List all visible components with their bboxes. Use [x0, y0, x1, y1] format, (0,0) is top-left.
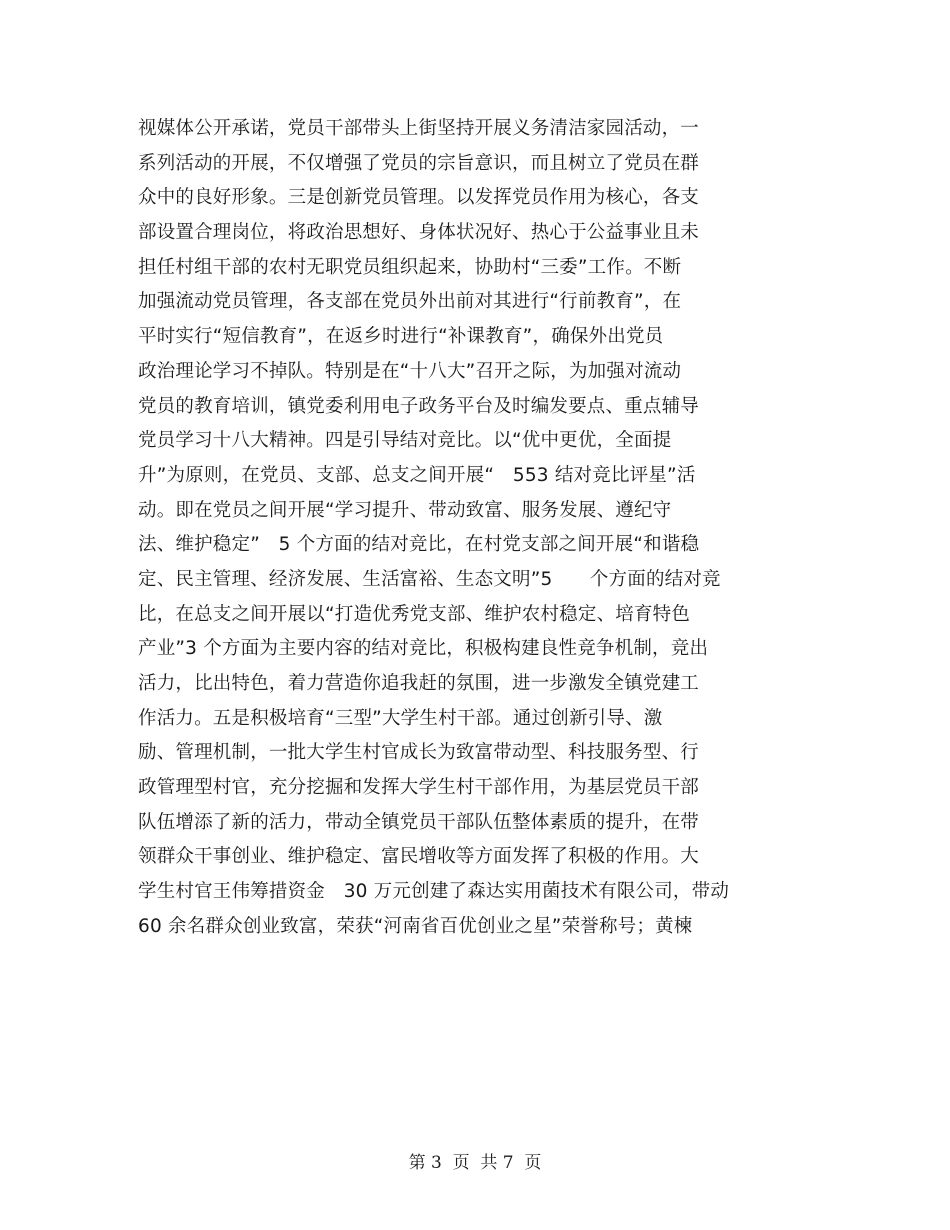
- text-line: 升”为原则，在党员、支部、总支之间开展“ 553 结对竞比评星”活: [138, 464, 696, 486]
- text-line: 系列活动的开展，不仅增强了党员的宗旨意识，而且树立了党员在群: [138, 152, 700, 174]
- body-text: [138, 112, 788, 945]
- text-line: 法、维护稳定” 5 个方面的结对竞比，在村党支部之间开展“和谐稳: [138, 534, 700, 556]
- text-line: 领群众干事创业、维护稳定、富民增收等方面发挥了积极的作用。大: [138, 846, 700, 868]
- text-line: 队伍增添了新的活力，带动全镇党员干部队伍整体素质的提升，在带: [138, 811, 700, 833]
- text-line: 励、管理机制，一批大学生村官成长为致富带动型、科技服务型、行: [138, 742, 700, 764]
- text-line: 活力，比出特色，着力营造你追我赶的氛围，进一步激发全镇党建工: [138, 673, 700, 694]
- text-line: 政管理型村官，充分挖掘和发挥大学生村干部作用，为基层党员干部: [138, 777, 700, 799]
- page-number-footer: 第 3 页 共 7 页: [408, 1153, 542, 1173]
- text-line: 产业”3 个方面为主要内容的结对竞比，积极构建良性竞争机制，竞出: [138, 638, 709, 660]
- text-line: 作活力。五是积极培育“三型”大学生村干部。通过创新引导、激: [138, 707, 663, 729]
- text-line: 学生村官王伟筹措资金 30 万元创建了森达实用菌技术有限公司，带动: [138, 881, 730, 903]
- text-line: 担任村组干部的农村无职党员组织起来，协助村“三委”工作。不断: [138, 256, 682, 278]
- text-line: 加强流动党员管理，各支部在党员外出前对其进行“行前教育”，在: [138, 291, 682, 313]
- text-line: 视媒体公开承诺，党员干部带头上街坚持开展义务清洁家园活动，一: [138, 118, 700, 139]
- text-line: 政治理论学习不掉队。特别是在“十八大”召开之际，为加强对流动: [138, 360, 682, 382]
- text-line: 部设置合理岗位，将政治思想好、身体状况好、热心于公益事业且未: [138, 222, 700, 244]
- text-line: 定、民主管理、经济发展、生活富裕、生态文明”5 个方面的结对竞: [138, 568, 721, 590]
- text-line: 平时实行“短信教育”，在返乡时进行“补课教育”，确保外出党员: [138, 326, 664, 348]
- text-line: 60 余名群众创业致富，荣获“河南省百优创业之星”荣誉称号；黄楝: [138, 915, 693, 937]
- text-line: 党员学习十八大精神。四是引导结对竞比。以“优中更优，全面提: [138, 430, 672, 452]
- text-line: 众中的良好形象。三是创新党员管理。以发挥党员作用为核心，各支: [138, 187, 700, 209]
- text-line: 党员的教育培训，镇党委利用电子政务平台及时编发要点、重点辅导: [138, 395, 700, 417]
- text-line: 比，在总支之间开展以“打造优秀党支部、维护农村稳定、培育特色: [138, 603, 691, 625]
- text-line: 动。即在党员之间开展“学习提升、带动致富、服务发展、遵纪守: [138, 499, 672, 521]
